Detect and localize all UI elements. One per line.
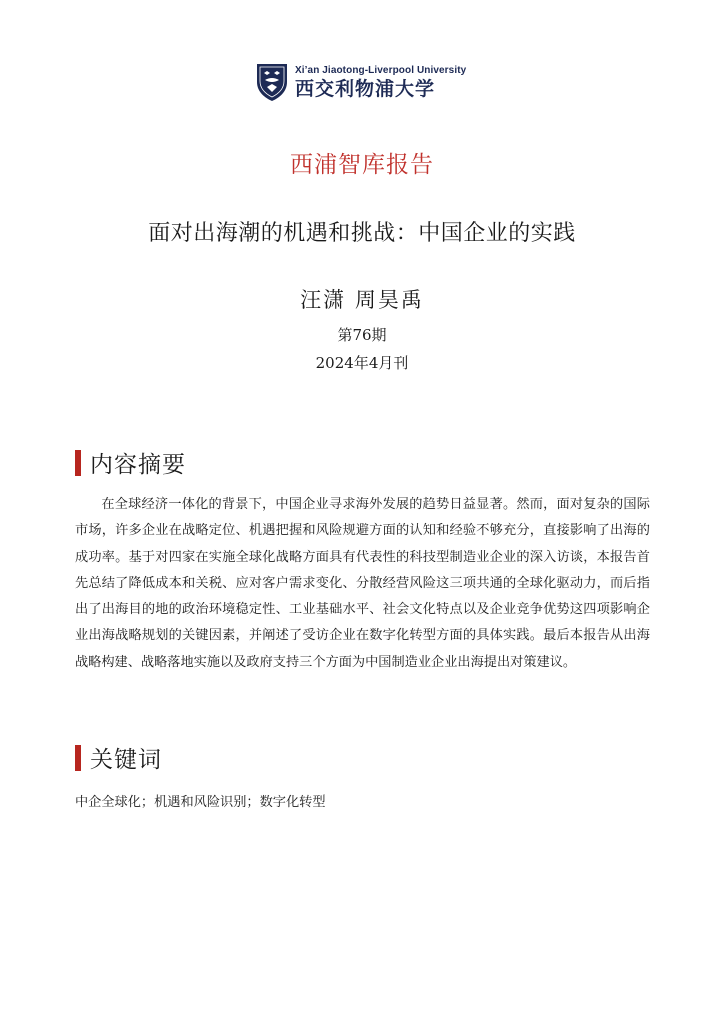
report-title: 面对出海潮的机遇和挑战：中国企业的实践: [148, 221, 576, 246]
section-marker: [75, 450, 81, 476]
university-shield-icon: [255, 62, 289, 102]
university-name-cn: 西交利物浦大学: [295, 77, 436, 100]
university-name-en: Xi’an Jiaotong-Liverpool University: [295, 64, 467, 76]
abstract-body: 在全球经济一体化的背景下，中国企业寻求海外发展的趋势日益显著。然而，面对复杂的国际市场，许多企业在战略定位、机遇把握和风险规避方面的认知和经验不够充分，直接影响了出海的成功率。基于对四家在实施全球化战略方面具有代表性的科技型制造业企业的深入访谈，本报告首先总结了降低成本和关税、应对客户需求变化、分散经营风险这三项共通的全球化驱动力，而后指出了出海目的地的政治环境稳定性、工业基础水平、社会文化特点以及企业竞争优势这四项影响企业出海战略规划的关键因素，并阐述了受访企业在数字化转型方面的具体实践。最后本报告从出海战略构建、战略落地实施以及政府支持三个方面为中国制造业企业出海提出对策建议。: [75, 497, 650, 670]
section-marker: [75, 745, 81, 771]
publication-date: 2024年4月刊: [315, 354, 409, 372]
authors: 汪潇 周昊禹: [300, 288, 424, 312]
abstract-heading: [75, 446, 186, 479]
issue-number: 第76期: [337, 326, 387, 344]
keywords-heading: [75, 741, 162, 774]
keywords-heading-label: 关键词: [90, 747, 162, 773]
series-title: 西浦智库报告: [290, 152, 434, 178]
abstract-heading-label: 内容摘要: [90, 452, 186, 478]
keywords-body: 中企全球化；机遇和风险识别；数字化转型: [75, 795, 326, 810]
university-logo: [255, 60, 470, 104]
